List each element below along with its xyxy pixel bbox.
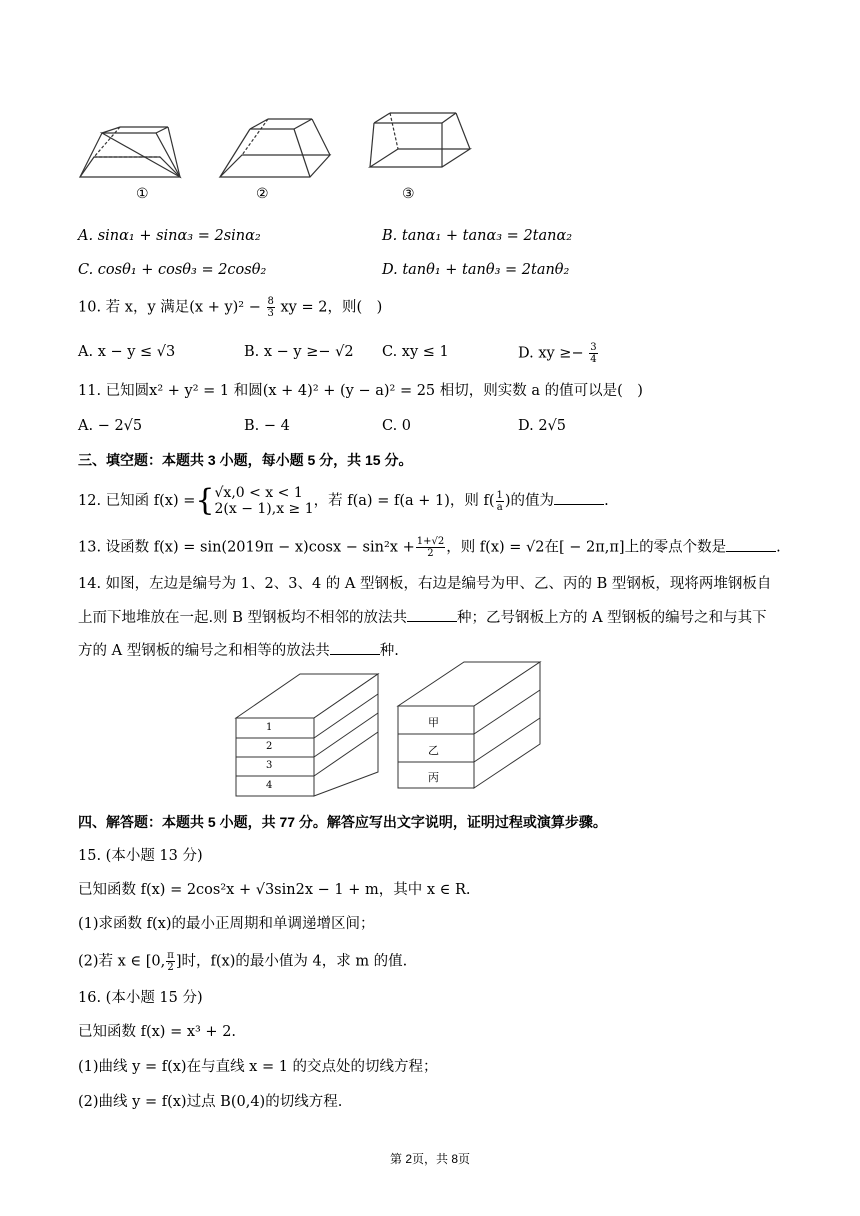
q9-option-d: D. tanθ₁ + tanθ₃ = 2tanθ₂ (382, 262, 570, 278)
q10-stem-b: xy = 2，则( ) (280, 299, 383, 316)
plate-a-1: 1 (266, 722, 273, 733)
q13-frac-den: 2 (427, 548, 434, 559)
plate-a-3: 3 (266, 760, 273, 771)
plate-a-4: 4 (266, 780, 273, 791)
q14-answer-blank-2[interactable] (330, 642, 380, 655)
plate-b-jia: 甲 (428, 716, 439, 729)
q12-stem: 12. 已知函 f(x) ={ √x,0 < x < 1 2(x − 1),x ≥ 1 ，若 f(a) = f(a + 1)，则 f( $\frac{1}{a}$ )的值为 . (78, 483, 609, 518)
q15-title: 15. (本小题 13 分) (78, 848, 203, 864)
page-footer: 第 2页，共 8页 (389, 1152, 471, 1166)
frustum-label-2: ② (256, 186, 269, 202)
q14-line-3a: 方的 A 型钢板的编号之和相等的放法共 (78, 643, 330, 659)
q12-piece-1: √x,0 < x < 1 (214, 485, 303, 501)
q13-frac-num: 1+√2 (416, 536, 445, 547)
frustum-2 (220, 119, 330, 177)
q12-end: . (604, 493, 609, 509)
q12-tail-b: )的值为 (504, 493, 555, 509)
q12-frac-den: a (496, 501, 503, 513)
q10-stem (78, 296, 382, 319)
q14-line-3b: 种. (379, 643, 399, 659)
frustum-label-1: ① (136, 186, 149, 202)
q11-option-c: C. 0 (382, 418, 412, 434)
steel-plates-figure (232, 660, 552, 800)
q13-end: . (776, 539, 781, 556)
q11-option-a: A. − 2√5 (78, 418, 143, 434)
q9-option-b: B. tanα₁ + tanα₃ = 2tanα₂ (382, 228, 573, 244)
q15-stem: 已知函数 f(x) = 2cos²x + √3sin2x − 1 + m，其中 x ∈ R. (78, 882, 471, 898)
q11-option-d: D. 2√5 (518, 418, 567, 434)
q12-lead: 12. 已知函 f(x) = (78, 493, 196, 509)
q10-option-d-text: D. xy ≥− (518, 345, 584, 362)
q9-option-a: A. sinα₁ + sinα₃ = 2sinα₂ (78, 228, 261, 244)
q16-title: 16. (本小题 15 分) (78, 990, 203, 1006)
q10-frac-num: 8 (267, 296, 274, 307)
frustum-label-3: ③ (402, 186, 415, 202)
q12-tail-a: ，若 f(a) = f(a + 1)，则 f( (313, 493, 495, 509)
q12-frac-num: 1 (496, 489, 503, 501)
q12-piece-2: 2(x − 1),x ≥ 1 (214, 501, 314, 517)
q14-line-3 (78, 641, 399, 661)
q13-stem (78, 536, 781, 559)
q15-frac-num: π (167, 950, 174, 961)
section-4-heading: 四、解答题：本题共 5 小题，共 77 分。解答应写出文字说明，证明过程或演算步骤。 (78, 814, 607, 830)
q16-part-2: (2)曲线 y = f(x)过点 B(0,4)的切线方程. (78, 1094, 343, 1110)
q16-part-1: (1)曲线 y = f(x)在与直线 x = 1 的交点处的切线方程； (78, 1059, 438, 1075)
q13-lead: 13. 设函数 f(x) = sin(2019π − x)cosx − sin²x + (78, 539, 415, 556)
section-3-heading: 三、填空题：本题共 3 小题，每小题 5 分，共 15 分。 (78, 452, 413, 468)
q10-option-a: A. x − y ≤ √3 (78, 344, 176, 360)
q11-option-b: B. − 4 (244, 418, 290, 434)
q14-line-1: 14. 如图，左边是编号为 1、2、3、4 的 A 型钢板，右边是编号为甲、乙、丙的 B 型钢板，现将两堆钢板自 (78, 576, 772, 592)
q10-d-frac-den: 4 (590, 354, 597, 365)
q10-frac-den: 3 (267, 308, 274, 319)
frustum-figure (72, 105, 482, 210)
q9-option-c: C. cosθ₁ + cosθ₃ = 2cosθ₂ (78, 262, 267, 278)
q10-fraction (267, 296, 275, 319)
q12-answer-blank[interactable] (554, 492, 604, 505)
q10-option-b: B. x − y ≥− √2 (244, 344, 354, 360)
q15-part-2b: ]时，f(x)的最小值为 4，求 m 的值. (175, 953, 408, 970)
q16-stem: 已知函数 f(x) = x³ + 2. (78, 1024, 237, 1040)
q14-line-2 (78, 608, 767, 628)
q15-frac-den: 2 (167, 962, 174, 973)
q13-tail: ，则 f(x) = √2在[ − 2π,π]上的零点个数是 (446, 539, 727, 556)
q10-d-frac-num: 3 (590, 342, 597, 353)
plate-a-2: 2 (266, 741, 273, 752)
frustum-3 (370, 113, 470, 167)
plate-b-yi: 乙 (428, 744, 439, 757)
plate-b-bing: 丙 (428, 771, 439, 784)
q10-option-d (518, 342, 599, 365)
q13-answer-blank[interactable] (726, 539, 776, 552)
q15-part-2a: (2)若 x ∈ [0, (78, 953, 166, 970)
q15-part-2 (78, 950, 407, 973)
frustum-1 (80, 127, 180, 177)
q10-option-c: C. xy ≤ 1 (382, 344, 449, 360)
q14-line-2a: 上而下地堆放在一起.则 B 型钢板均不相邻的放法共 (78, 610, 407, 626)
q14-answer-blank-1[interactable] (407, 609, 457, 622)
q10-stem-a: 10. 若 x，y 满足(x + y)² − (78, 299, 261, 316)
q15-part-1: (1)求函数 f(x)的最小正周期和单调递增区间； (78, 916, 375, 932)
q11-stem: 11. 已知圆x² + y² = 1 和圆(x + 4)² + (y − a)² = 25 相切，则实数 a 的值可以是( ) (78, 383, 643, 399)
q14-line-2b: 种；乙号钢板上方的 A 型钢板的编号之和与其下 (456, 610, 767, 626)
